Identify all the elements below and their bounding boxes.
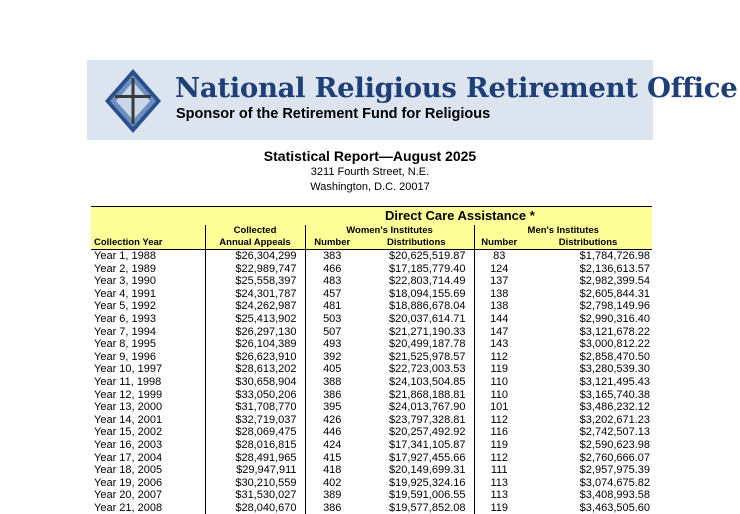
- mens-distributions-cell: $2,136,613.57: [579, 262, 651, 275]
- womens-number-cell: 418: [323, 464, 342, 477]
- collected-amount-cell: $30,210,559: [205, 477, 305, 490]
- womens-distributions-cell: $18,094,155.69: [359, 288, 474, 301]
- table-row: [91, 326, 652, 339]
- womens-number-cell: 503: [323, 312, 342, 325]
- collected-amount-cell: $26,297,130: [205, 326, 305, 339]
- collected-amount-cell: $26,623,910: [205, 351, 305, 364]
- womens-number-cell: 383: [323, 250, 342, 262]
- collection-year-header: Collection Year: [91, 237, 205, 250]
- org-tagline: Sponsor of the Retirement Fund for Religious: [176, 106, 491, 122]
- collection-year-cell: Year 3, 1990: [94, 275, 156, 288]
- collected-amount-cell: $22,989,747: [205, 263, 305, 276]
- table-row: [91, 363, 652, 376]
- collected-header: Collected: [205, 225, 305, 237]
- collected-amount-cell: $31,530,027: [205, 489, 305, 502]
- collected-amount-cell: $33,050,206: [205, 389, 305, 402]
- collected-amount-cell: $32,719,037: [205, 414, 305, 427]
- collection-year-cell: Year 7, 1994: [94, 325, 156, 338]
- collection-year-cell: Year 8, 1995: [94, 338, 156, 351]
- mens-distributions-cell: $3,000,812.22: [579, 338, 651, 351]
- table-row: [91, 464, 652, 477]
- collection-year-cell: Year 5, 1992: [94, 300, 156, 313]
- womens-distributions-cell: $19,591,006.55: [359, 489, 474, 502]
- collection-year-cell: Year 19, 2006: [94, 476, 163, 489]
- cross-logo-icon: [104, 68, 162, 134]
- mens-distributions-cell: $2,957,975.39: [579, 464, 651, 477]
- womens-number-cell: 481: [323, 300, 342, 313]
- table-row: [91, 439, 652, 452]
- mens-number-cell: 119: [490, 501, 509, 514]
- collection-year-cell: Year 10, 1997: [94, 363, 163, 376]
- collection-year-cell: Year 6, 1993: [94, 312, 156, 325]
- collected-amount-cell: $24,301,787: [205, 288, 305, 301]
- address-line-1: 3211 Fourth Street, N.E.: [310, 166, 430, 178]
- collection-year-cell: Year 12, 1999: [94, 388, 163, 401]
- table-row: [91, 250, 652, 263]
- womens-number-cell: 402: [323, 476, 342, 489]
- mens-distributions-cell: $2,982,399.54: [579, 275, 651, 288]
- mens-number-cell: 110: [490, 375, 509, 388]
- asterisk: *: [529, 208, 535, 223]
- mens-number-cell: 112: [490, 451, 509, 464]
- address-line-2: Washington, D.C. 20017: [310, 181, 430, 193]
- table-row: [91, 338, 652, 351]
- mens-number-cell: 113: [490, 476, 509, 489]
- collection-year-cell: Year 9, 1996: [94, 350, 156, 363]
- womens-distributions-cell: $19,925,324.16: [359, 477, 474, 490]
- womens-distributions-cell: $17,927,455.66: [359, 452, 474, 465]
- womens-number-cell: 395: [323, 401, 342, 414]
- collected-amount-cell: $28,491,965: [205, 452, 305, 465]
- mens-number-cell: 143: [490, 338, 509, 351]
- collected-amount-cell: $28,016,815: [205, 439, 305, 452]
- mens-distributions-cell: $2,590,623.98: [579, 438, 651, 451]
- womens-distributions-cell: $17,185,779.40: [359, 263, 474, 276]
- womens-distributions-cell: $20,625,519.87: [359, 250, 474, 263]
- womens-number-cell: 466: [323, 262, 342, 275]
- collected-amount-cell: $26,304,299: [205, 250, 305, 263]
- section-title: [91, 207, 652, 226]
- mens-number-cell: 83: [493, 250, 506, 262]
- mens-distributions-cell: $3,121,678.22: [579, 325, 651, 338]
- table-row: [91, 275, 652, 288]
- mens-distributions-cell: $2,760,666.07: [579, 451, 651, 464]
- womens-number-header: Number: [305, 237, 359, 250]
- mens-number-cell: 113: [490, 489, 509, 502]
- collected-amount-cell: $26,104,389: [205, 338, 305, 351]
- collection-year-cell: Year 4, 1991: [94, 287, 156, 300]
- mens-number-cell: 112: [490, 350, 509, 363]
- table-row: [91, 401, 652, 414]
- mens-institutes-header: Men's Institutes: [474, 225, 652, 237]
- womens-distributions-cell: $24,103,504.85: [359, 376, 474, 389]
- womens-distributions-cell: $22,803,714.49: [359, 275, 474, 288]
- womens-number-cell: 483: [323, 275, 342, 288]
- collection-year-cell: Year 21, 2008: [94, 501, 163, 514]
- mens-distributions-cell: $2,742,507.13: [579, 426, 651, 439]
- mens-number-cell: 137: [490, 275, 509, 288]
- column-header-row: [91, 237, 652, 250]
- womens-number-cell: 389: [323, 489, 342, 502]
- womens-number-cell: 457: [323, 287, 342, 300]
- mens-distributions-cell: $3,121,495.43: [579, 375, 651, 388]
- womens-number-cell: 386: [323, 388, 342, 401]
- mens-distributions-cell: $2,858,470.50: [579, 350, 651, 363]
- mens-number-cell: 147: [490, 325, 509, 338]
- womens-distributions-cell: $21,868,188.81: [359, 389, 474, 402]
- mens-number-cell: 124: [490, 262, 509, 275]
- collection-year-cell: Year 15, 2002: [94, 426, 163, 439]
- column-group-row: [91, 225, 652, 237]
- mens-number-header: Number: [474, 237, 524, 250]
- womens-distributions-cell: $20,149,699.31: [359, 464, 474, 477]
- womens-number-cell: 415: [323, 451, 342, 464]
- collection-year-cell: Year 1, 1988: [94, 250, 156, 262]
- mens-distributions-cell: $3,165,740.38: [579, 388, 651, 401]
- mens-distributions-header: Distributions: [524, 237, 652, 250]
- womens-number-cell: 386: [323, 501, 342, 514]
- mens-number-cell: 144: [490, 312, 509, 325]
- womens-distributions-header: Distributions: [359, 237, 474, 250]
- collected-amount-cell: $28,040,670: [205, 502, 305, 514]
- mens-distributions-cell: $3,463,505.60: [579, 501, 651, 514]
- mens-distributions-cell: $1,784,726.98: [579, 250, 651, 262]
- womens-distributions-cell: $22,723,003.53: [359, 363, 474, 376]
- womens-number-cell: 507: [323, 325, 342, 338]
- collected-amount-cell: $30,658,904: [205, 376, 305, 389]
- collected-amount-cell: $31,708,770: [205, 401, 305, 414]
- womens-distributions-cell: $21,271,190.33: [359, 326, 474, 339]
- mens-distributions-cell: $3,486,232.12: [579, 401, 651, 414]
- mens-number-cell: 138: [490, 287, 509, 300]
- womens-distributions-cell: $20,037,614.71: [359, 313, 474, 326]
- collection-year-cell: Year 16, 2003: [94, 438, 163, 451]
- womens-number-cell: 405: [323, 363, 342, 376]
- table-row: [91, 288, 652, 301]
- report-title: Statistical Report—August 2025: [263, 148, 477, 164]
- womens-number-cell: 446: [323, 426, 342, 439]
- collection-year-cell: Year 14, 2001: [94, 413, 163, 426]
- womens-distributions-cell: $24,013,767.90: [359, 401, 474, 414]
- womens-number-cell: 426: [323, 413, 342, 426]
- collection-year-cell: Year 18, 2005: [94, 464, 163, 477]
- table-row: [91, 414, 652, 427]
- mens-number-cell: 116: [490, 426, 509, 439]
- collected-amount-cell: $25,558,397: [205, 275, 305, 288]
- mens-number-cell: 112: [490, 413, 509, 426]
- mens-distributions-cell: $3,408,993.58: [579, 489, 651, 502]
- collection-year-cell: Year 2, 1989: [94, 262, 156, 275]
- womens-distributions-cell: $20,499,187.78: [359, 338, 474, 351]
- table-row: [91, 351, 652, 364]
- womens-distributions-cell: $23,797,328.81: [359, 414, 474, 427]
- collection-year-cell: Year 13, 2000: [94, 401, 163, 414]
- mens-number-cell: 138: [490, 300, 509, 313]
- table-row: [91, 426, 652, 439]
- collected-amount-cell: $28,069,475: [205, 426, 305, 439]
- collected-amount-cell: $28,613,202: [205, 363, 305, 376]
- table-row: [91, 477, 652, 490]
- mens-distributions-cell: $2,798,149.96: [579, 300, 651, 313]
- table-row: [91, 389, 652, 402]
- womens-institutes-header: Women's Institutes: [305, 225, 474, 237]
- table-row: [91, 263, 652, 276]
- womens-number-cell: 493: [323, 338, 342, 351]
- mens-number-cell: 110: [490, 388, 509, 401]
- womens-number-cell: 388: [323, 375, 342, 388]
- collection-year-cell: Year 20, 2007: [94, 489, 163, 502]
- table-row: [91, 300, 652, 313]
- mens-number-cell: 101: [490, 401, 509, 414]
- table-row: [91, 452, 652, 465]
- mens-distributions-cell: $2,605,844.31: [579, 287, 651, 300]
- collection-year-cell: Year 11, 1998: [94, 375, 162, 388]
- table-row: [91, 313, 652, 326]
- womens-distributions-cell: $17,341,105.87: [359, 439, 474, 452]
- womens-number-cell: 424: [323, 438, 342, 451]
- mens-number-cell: 111: [490, 464, 508, 477]
- table-row: [91, 489, 652, 502]
- collected-amount-cell: $25,413,902: [205, 313, 305, 326]
- mens-number-cell: 119: [490, 363, 509, 376]
- blank-cell: [91, 225, 205, 237]
- mens-distributions-cell: $3,074,675.82: [579, 476, 651, 489]
- mens-distributions-cell: $3,202,671.23: [579, 413, 651, 426]
- table-row: [91, 502, 652, 514]
- womens-distributions-cell: $21,525,978.57: [359, 351, 474, 364]
- womens-number-cell: 392: [323, 350, 342, 363]
- annual-appeals-header: Annual Appeals: [205, 237, 305, 250]
- section-header-row: [91, 207, 652, 226]
- org-name: National Religious Retirement Office: [175, 72, 738, 104]
- collection-year-cell: Year 17, 2004: [94, 451, 163, 464]
- womens-distributions-cell: $19,577,852.08: [359, 502, 474, 514]
- womens-distributions-cell: $18,886,678.04: [359, 300, 474, 313]
- mens-distributions-cell: $2,990,316.40: [579, 312, 651, 325]
- mens-distributions-cell: $3,280,539.30: [579, 363, 651, 376]
- direct-care-assistance-title: Direct Care Assistance: [385, 208, 527, 223]
- statistics-table: [91, 206, 652, 514]
- mens-number-cell: 119: [490, 438, 509, 451]
- collected-amount-cell: $29,947,911: [205, 464, 305, 477]
- womens-distributions-cell: $20,257,492.92: [359, 426, 474, 439]
- collected-amount-cell: $24,262,987: [205, 300, 305, 313]
- table-row: [91, 376, 652, 389]
